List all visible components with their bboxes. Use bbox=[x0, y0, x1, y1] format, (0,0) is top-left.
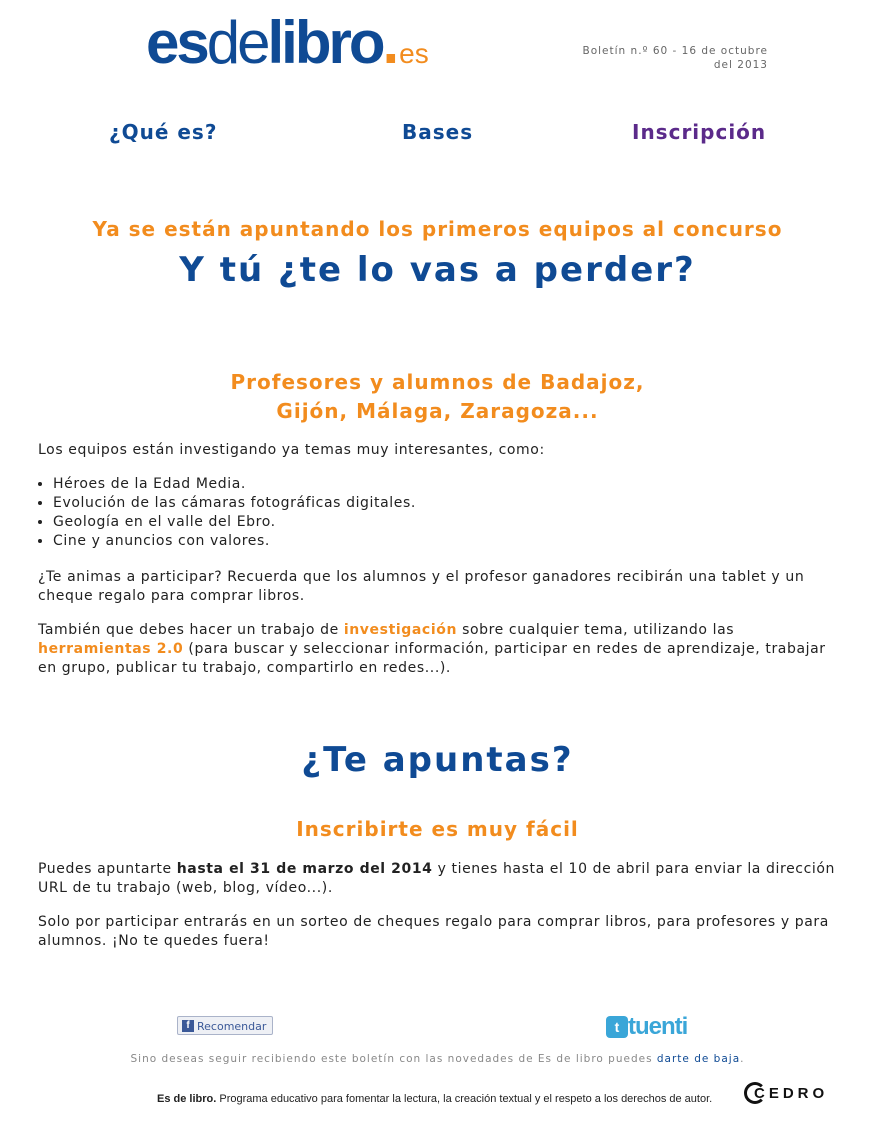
logo-libro: libro bbox=[267, 9, 383, 76]
esdelibro-logo[interactable] bbox=[146, 8, 429, 78]
deadline-text: hasta el 31 de marzo del 2014 bbox=[176, 861, 433, 877]
section1-para2: ¿Te animas a participar? Recuerda que los alumnos y el profesor ganadores recibirán una tablet y un cheque regalo para comprar libros. bbox=[38, 569, 805, 604]
nav-inscripcion-link[interactable]: Inscripción bbox=[632, 120, 767, 144]
section1-para3-wrap bbox=[38, 621, 838, 678]
section1-para3 bbox=[38, 621, 838, 678]
headline-title: Y tú ¿te lo vas a perder? bbox=[179, 250, 696, 290]
topics-list-wrap bbox=[38, 475, 838, 551]
unsubscribe-link[interactable]: darte de baja bbox=[656, 1053, 741, 1065]
section2-subtitle: Inscribirte es muy fácil bbox=[296, 817, 579, 841]
para3-text-b: sobre cualquier tema, utilizando las bbox=[457, 622, 735, 638]
herramientas-link[interactable]: herramientas 2.0 bbox=[38, 641, 184, 657]
facebook-icon: f bbox=[182, 1020, 194, 1032]
investigacion-link[interactable]: investigación bbox=[343, 622, 458, 638]
issue-line-2: del 2013 bbox=[713, 59, 768, 71]
tuenti-icon: t bbox=[606, 1016, 628, 1038]
cedro-label: CEDRO bbox=[754, 1084, 829, 1102]
section1-title bbox=[0, 368, 875, 426]
para3-text-a: También que debes hacer un trabajo de bbox=[38, 622, 344, 638]
cedro-logo[interactable] bbox=[744, 1082, 828, 1112]
para3-text-c: (para buscar y seleccionar información, participar en redes de aprendizaje, trabajar en grupo, publicar tu trabajo, compartirlo en redes...). bbox=[38, 641, 826, 676]
issue-info bbox=[538, 44, 768, 72]
section2-para2: Solo por participar entrarás en un sorteo de cheques regalo para comprar libros, para profesores y para alumnos. ¡No te quedes fuera! bbox=[38, 914, 829, 949]
section2-para1-wrap bbox=[38, 860, 838, 898]
facebook-recommend-label: Recomendar bbox=[197, 1020, 267, 1033]
headline-subtitle: Ya se están apuntando los primeros equipos al concurso bbox=[92, 217, 783, 241]
footer-brand: Es de libro. bbox=[157, 1093, 217, 1105]
topics-list bbox=[38, 475, 838, 551]
section1-title-line-1: Profesores y alumnos de Badajoz, bbox=[230, 370, 645, 394]
tuenti-share-button[interactable] bbox=[606, 1013, 687, 1039]
issue-line-1: Boletín n.º 60 - 16 de octubre bbox=[582, 45, 768, 57]
nav-bases-link[interactable]: Bases bbox=[402, 120, 474, 144]
facebook-recommend-button[interactable] bbox=[177, 1016, 273, 1035]
unsubscribe-end: . bbox=[740, 1053, 745, 1065]
section2-title: ¿Te apuntas? bbox=[301, 740, 574, 780]
list-item: • Héroes de la Edad Media. bbox=[53, 475, 838, 494]
section2-para1-b: y tienes hasta el 10 de abril para enviar la dirección URL de tu trabajo (web, blog, vídeo...). bbox=[38, 861, 835, 896]
unsubscribe-notice bbox=[0, 1053, 875, 1065]
footer-description bbox=[157, 1093, 712, 1105]
list-item: • Cine y anuncios con valores. bbox=[53, 532, 838, 551]
logo-dot: . bbox=[382, 9, 400, 76]
nav-que-es-link[interactable]: ¿Qué es? bbox=[109, 120, 218, 144]
section1-body bbox=[38, 441, 838, 460]
list-item: • Geología en el valle del Ebro. bbox=[53, 513, 838, 532]
unsubscribe-text: Sino deseas seguir recibiendo este boletín con las novedades de Es de libro puedes bbox=[130, 1053, 657, 1065]
logo-tld: es bbox=[399, 38, 429, 69]
logo-es: es bbox=[146, 9, 207, 76]
section1-title-line-2: Gijón, Málaga, Zaragoza... bbox=[276, 399, 599, 423]
section2-para2-wrap bbox=[38, 913, 838, 951]
list-item: • Evolución de las cámaras fotográficas digitales. bbox=[53, 494, 838, 513]
footer-text: Programa educativo para fomentar la lectura, la creación textual y el respeto a los derechos de autor. bbox=[216, 1093, 713, 1105]
section1-intro: Los equipos están investigando ya temas muy interesantes, como: bbox=[38, 442, 545, 458]
logo-de: de bbox=[206, 9, 268, 76]
section2-para1 bbox=[38, 860, 838, 898]
section2-para1-a: Puedes apuntarte bbox=[38, 861, 177, 877]
tuenti-label: tuenti bbox=[628, 1013, 688, 1040]
section1-para2-wrap bbox=[38, 568, 838, 606]
